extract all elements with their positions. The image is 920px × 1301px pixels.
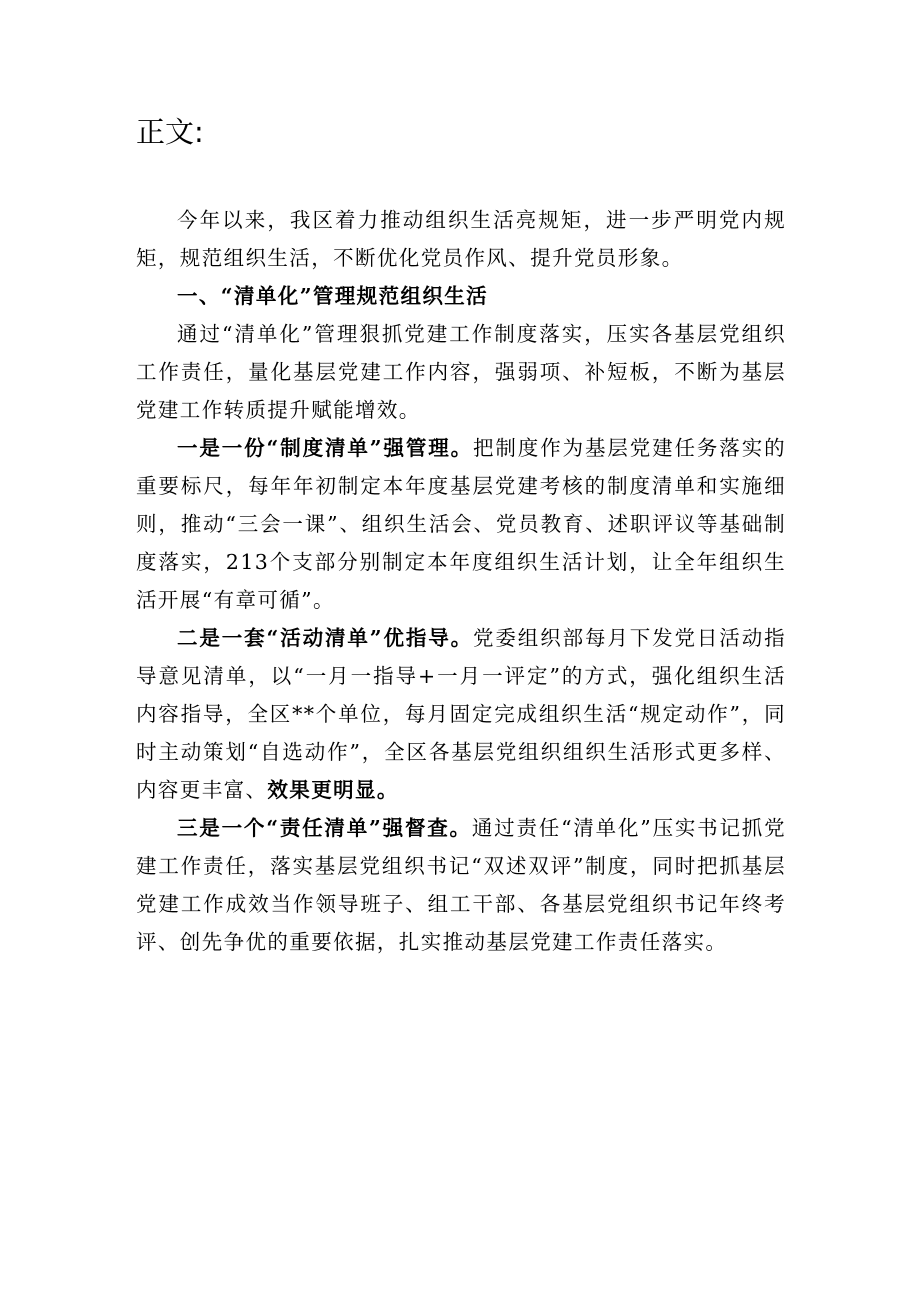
- item-body-1: 把制度作为基层党建任务落实的重要标尺，每年年初制定本年度基层党建考核的制度清单和实施细则，推动“三会一课”、组织生活会、党员教育、述职评议等基础制度落实，213个支部分别制定本年度组织生活计划，让全年组织生活开展“有章可循”。: [136, 436, 786, 612]
- item-paragraph-3: [136, 809, 786, 961]
- item-lead-2: 二是一套“活动清单”优指导。: [177, 626, 474, 650]
- section-title: 一、“清单化”管理规范组织生活: [177, 284, 489, 308]
- item-body-3: 通过责任“清单化”压实书记抓党建工作责任，落实基层党组织书记“双述双评”制度，同时把抓基层党建工作成效当作领导班子、组工干部、各基层党组织书记年终考评、创先争优的重要依据，扎实推动基层党建工作责任落实。: [136, 816, 786, 954]
- item-lead-3: 三是一个“责任清单”强督查。: [177, 816, 472, 840]
- page-heading: 正文:: [136, 115, 204, 149]
- item-paragraph-2: [136, 619, 786, 809]
- document-body: [136, 201, 786, 961]
- item-lead-1: 一是一份“制度清单”强管理。: [177, 436, 474, 460]
- item-body-2: 党委组织部每月下发党日活动指导意见清单，以“一月一指导+一月一评定”的方式，强化组织生活内容指导，全区**个单位，每月固定完成组织生活“规定动作”，同时主动策划“自选动作”，全区各基层党组织组织生活形式更多样、内容更丰富、: [136, 626, 786, 802]
- item-paragraph-1: [136, 429, 786, 619]
- intro-paragraph: 今年以来，我区着力推动组织生活亮规矩，进一步严明党内规矩，规范组织生活，不断优化党员作风、提升党员形象。: [136, 208, 786, 270]
- section-body-paragraph: 通过“清单化”管理狠抓党建工作制度落实，压实各基层党组织工作责任，量化基层党建工作内容，强弱项、补短板，不断为基层党建工作转质提升赋能增效。: [136, 322, 786, 422]
- item-tail-2: 效果更明显。: [267, 778, 399, 802]
